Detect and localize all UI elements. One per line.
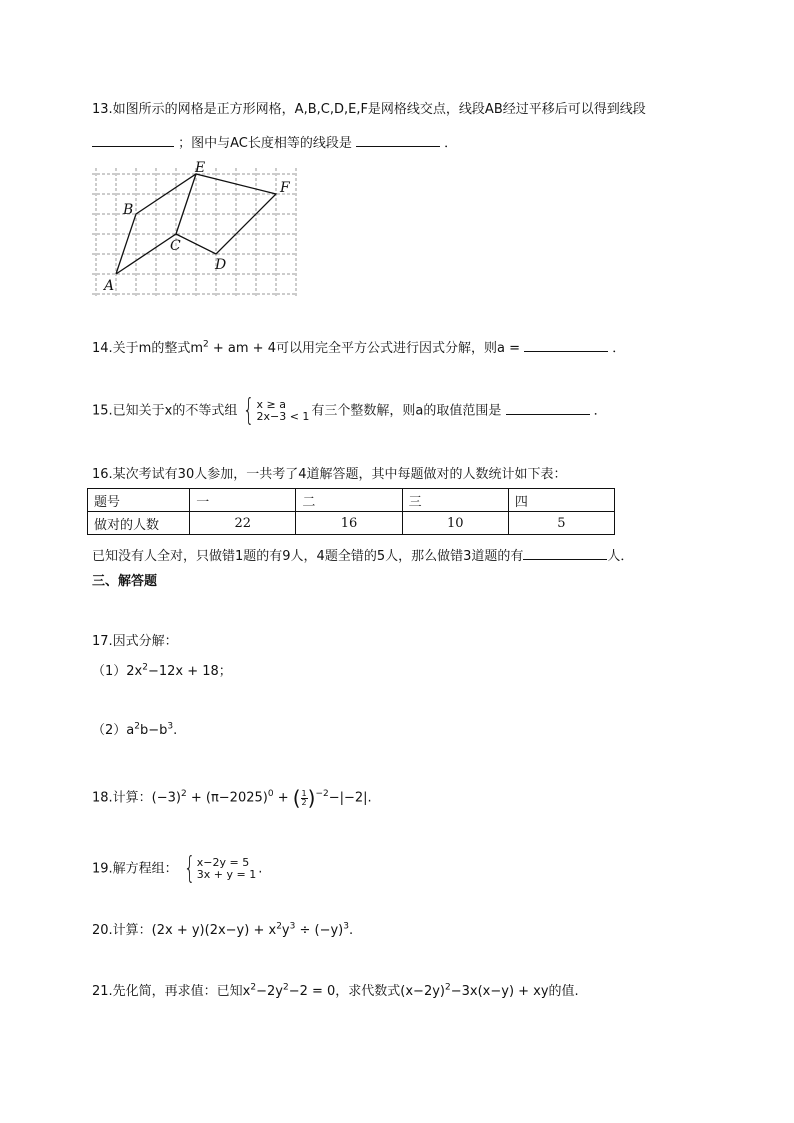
table-cell: 16: [296, 512, 402, 535]
q19-post: .: [258, 861, 263, 877]
q18-e3: −2: [315, 789, 329, 800]
label-D: D: [215, 257, 227, 273]
q15-blank[interactable]: [506, 400, 590, 415]
q20-mid: y: [281, 923, 290, 938]
q16-after-pre: 已知没有人全对，只做错1题的有9人，4题全错的5人，那么做错3道题的有: [92, 549, 524, 564]
q13-grid-figure: [92, 158, 302, 298]
q17-title-text: 17.因式分解：: [92, 634, 178, 649]
q21-mid2: −2 = 0，求代数式(x−2y): [288, 984, 445, 999]
q14-pre: 14.关于m的整式m: [92, 341, 204, 356]
q17-title: [92, 633, 178, 651]
q15-inequality-system: { x ≥ a 2x−3 < 1: [243, 393, 310, 428]
q20-e3: 3: [343, 921, 349, 932]
q21-line: [92, 983, 579, 1001]
q16-table: [87, 488, 615, 535]
q17-p1-exp: 2: [142, 662, 148, 673]
q19-row1: x−2y = 5: [196, 856, 250, 869]
q18-mid1: + (π−2025): [186, 790, 268, 806]
q15-row1: x ≥ a: [256, 398, 286, 411]
q17-part2: [92, 722, 177, 740]
q17-p2-exp: 2: [134, 721, 140, 732]
q20-line: [92, 922, 353, 940]
q18-frac-num: 1: [301, 788, 307, 798]
q19-line: [92, 851, 263, 886]
table-header-cell: 三: [402, 489, 508, 512]
q18-e2: 0: [267, 789, 274, 800]
q21-mid1: −2y: [256, 984, 283, 999]
q14-post: + am + 4可以用完全平方公式进行因式分解，则a =: [208, 341, 520, 356]
q18-fraction: [301, 790, 308, 807]
q13-line2-end: ．: [444, 136, 458, 151]
q17-p1-pre: （1）2x: [92, 664, 143, 679]
q19-row2: 3x + y = 1: [196, 868, 257, 881]
q19-equation-system: { x−2y = 5 3x + y = 1: [183, 851, 257, 886]
q18-mid2: +: [273, 790, 293, 806]
q14-end: ．: [612, 341, 626, 356]
q15-line: [92, 393, 607, 428]
q17-p2-post: .: [173, 723, 178, 738]
section-title: [92, 573, 157, 591]
q19-pre: 19.解方程组：: [92, 861, 178, 877]
q13-text: 13.如图所示的网格是正方形网格，A,B,C,D,E,F是网格线交点，线段AB经过平移后可以得到线段: [92, 102, 646, 117]
section3-text: 三、解答题: [92, 574, 158, 589]
table-header-cell: 四: [508, 489, 614, 512]
table-header-cell: 二: [296, 489, 402, 512]
label-B: B: [123, 202, 134, 218]
q18-pre: 18.计算：(−3): [92, 790, 181, 806]
q20-e1: 2: [276, 921, 282, 932]
q13-blank-2[interactable]: [356, 132, 440, 147]
q16-blank[interactable]: [523, 545, 607, 560]
table-cell: 10: [402, 512, 508, 535]
table-row: [88, 489, 615, 512]
q16-after: [92, 545, 633, 566]
q15-pre: 15.已知关于x的不等式组: [92, 403, 238, 419]
q15-row2: 2x−3 < 1: [256, 410, 310, 423]
q14-line: [92, 337, 625, 358]
q20-e2: 3: [289, 921, 296, 932]
table-row-label: 做对的人数: [88, 512, 190, 535]
q16-intro: [92, 466, 567, 484]
q16-intro-text: 16.某次考试有30人参加，一共考了4道解答题，其中每题做对的人数统计如下表：: [92, 467, 567, 482]
q17-part1: [92, 663, 232, 681]
table-row: [88, 512, 615, 535]
q18-e1: 2: [180, 789, 187, 800]
q17-p2-mid: b−b: [139, 723, 168, 738]
q16-after-post: 人．: [607, 549, 634, 564]
q20-pre: 20.计算：(2x + y)(2x−y) + x: [92, 923, 277, 938]
q13-line1: [92, 101, 646, 119]
table-cell: 5: [508, 512, 614, 535]
grid-lines: [92, 168, 296, 298]
q21-post: −3x(x−y) + xy的值.: [450, 984, 579, 999]
q15-end: ．: [593, 403, 607, 419]
q13-blank-1[interactable]: [92, 132, 174, 147]
q17-p2-pre: （2）a: [92, 723, 135, 738]
q18-frac-den: 2: [301, 797, 307, 807]
table-header-cell: 一: [190, 489, 296, 512]
table-cell: 22: [190, 512, 296, 535]
label-F: F: [280, 180, 290, 196]
q18-line: 18.计算：$(-3)^2 + (\pi-2025)^0$ + ( $\frac{1}{2}$ )$^{-2}$−|−2|.: [92, 786, 372, 810]
q17-p2-exp2: 3: [167, 721, 174, 732]
label-A: A: [104, 278, 115, 294]
q13-line2-mid: ；图中与AC长度相等的线段是: [178, 136, 352, 151]
q21-e3: 2: [445, 982, 451, 993]
q15-post: 有三个整数解，则a的取值范围是: [311, 403, 502, 419]
q21-pre: 21.先化简，再求值：已知x: [92, 984, 251, 999]
q14-blank[interactable]: [524, 337, 608, 352]
q13-line2: [92, 132, 457, 153]
q18-post: −|−2|.: [328, 790, 372, 806]
q20-mid2: ÷ (−y): [295, 923, 344, 938]
table-header-cell: 题号: [88, 489, 190, 512]
q21-e1: 2: [250, 982, 257, 993]
q20-post: .: [348, 923, 354, 938]
q21-e2: 2: [282, 982, 289, 993]
q17-p1-post: −12x + 18；: [147, 664, 232, 679]
label-C: C: [170, 238, 181, 254]
q14-exp: 2: [203, 339, 209, 350]
label-E: E: [195, 160, 206, 176]
